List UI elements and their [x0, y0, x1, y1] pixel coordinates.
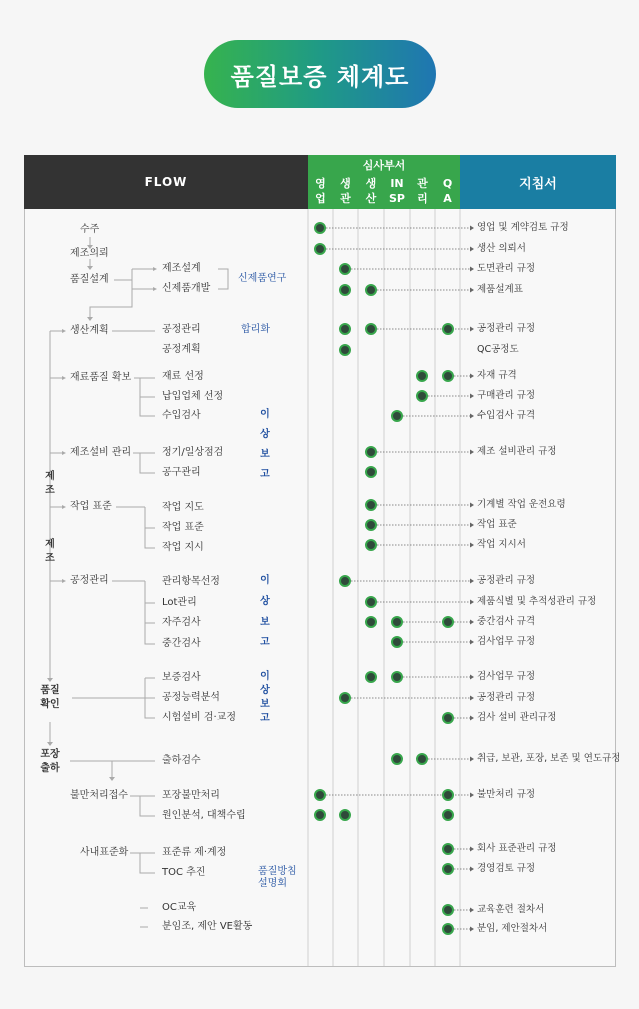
connector-arrow — [470, 908, 474, 913]
connector-arrow — [470, 757, 474, 762]
connector-arrow — [470, 600, 474, 605]
flow-confirm-item: 공정능력분석 — [162, 692, 220, 703]
responsibility-dot — [366, 447, 376, 457]
guide-item: 기계별 작업 운전요령 — [477, 499, 566, 510]
responsibility-dot — [366, 540, 376, 550]
connector-arrow — [470, 579, 474, 584]
connector-arrow — [470, 927, 474, 932]
flow-design: 품질설계 — [70, 274, 109, 285]
connector-arrow — [470, 620, 474, 625]
responsibility-dot — [392, 617, 402, 627]
connector-arrow — [470, 327, 474, 332]
responsibility-dot — [366, 520, 376, 530]
responsibility-dot — [443, 790, 453, 800]
connector-arrow — [470, 503, 474, 508]
responsibility-dot — [366, 467, 376, 477]
flow-ship-item: 출하검수 — [162, 755, 201, 766]
flow-process-item: 중간검사 — [162, 638, 201, 649]
report-label: 이 — [260, 575, 270, 586]
connector-arrow — [470, 847, 474, 852]
responsibility-dot — [366, 285, 376, 295]
flow-request: 제조의뢰 — [70, 248, 109, 259]
report-label: 고 — [260, 469, 270, 480]
flow-material-item: 수입검사 — [162, 410, 201, 421]
responsibility-dot — [443, 324, 453, 334]
flow-order: 수주 — [80, 224, 100, 235]
connector-arrow — [470, 374, 474, 379]
responsibility-dot — [392, 411, 402, 421]
responsibility-dot — [392, 754, 402, 764]
connector-arrow — [470, 675, 474, 680]
report-label: 고 — [260, 713, 270, 724]
connector-arrow — [470, 450, 474, 455]
connector-arrow — [470, 247, 474, 252]
flow-process-item: 관리항목선정 — [162, 576, 220, 587]
report-label: 이 — [260, 671, 270, 682]
flow-process-item: Lot관리 — [162, 597, 197, 608]
responsibility-dot — [340, 693, 350, 703]
flow-facility-item: 공구관리 — [162, 467, 201, 478]
connector-arrow — [470, 394, 474, 399]
guide-item: 회사 표준관리 규정 — [477, 843, 557, 854]
guide-item: 검사 설비 관리규정 — [477, 712, 557, 723]
guide-item: QC공정도 — [477, 344, 519, 355]
responsibility-dot — [417, 391, 427, 401]
responsibility-dot — [392, 637, 402, 647]
responsibility-dot — [417, 754, 427, 764]
flow-material: 재료품질 확보 — [70, 372, 132, 383]
col-prod-mgmt: 생 관 — [340, 177, 351, 205]
manufacture-label: 제 조 — [45, 471, 55, 496]
guide-item: 자재 규격 — [477, 370, 517, 381]
guide-item: 공정관리 규정 — [477, 692, 536, 703]
flow-new-product: 신제품연구 — [238, 273, 287, 284]
flow-confirm-item: 보증검사 — [162, 672, 201, 683]
report-label: 고 — [260, 637, 270, 648]
flow-material-item: 납입업체 선정 — [162, 391, 224, 402]
guide-item: 취급, 보관, 포장, 보존 및 연도규정 — [477, 753, 621, 764]
responsibility-dot — [443, 713, 453, 723]
flow-rational: 합리화 — [241, 324, 270, 335]
flow-facility-item: 정기/일상점검 — [162, 447, 224, 458]
flow-process-item: 자주검사 — [162, 617, 201, 628]
responsibility-dot — [366, 597, 376, 607]
guide-item: 구매관리 규정 — [477, 390, 536, 401]
guide-item: 분임, 제안절차서 — [477, 923, 548, 934]
responsibility-dot — [340, 576, 350, 586]
responsibility-dot — [315, 244, 325, 254]
col-qa: Q A — [442, 177, 453, 205]
guide-item: 수입검사 규격 — [477, 410, 536, 421]
responsibility-dot — [366, 617, 376, 627]
connector-arrow — [470, 414, 474, 419]
flow-edu-item: OC교육 — [162, 902, 197, 913]
responsibility-dot — [443, 864, 453, 874]
guide-item: 불만처리 규정 — [477, 789, 536, 800]
flow-policy: 품질방침 설명회 — [258, 866, 297, 889]
manufacture-label: 제 조 — [45, 539, 55, 564]
flow-work-item: 작업 지도 — [162, 502, 204, 513]
responsibility-dot — [315, 810, 325, 820]
connector-arrow — [470, 267, 474, 272]
flow-defect: 불만처리접수 — [70, 790, 128, 801]
flow-work-item: 작업 표준 — [162, 522, 204, 533]
report-label: 상 — [260, 429, 270, 440]
flow-edu-item: 분임조, 제안 VE활동 — [162, 921, 253, 932]
connector-arrow — [470, 226, 474, 231]
guide-item: 검사업무 규정 — [477, 636, 536, 647]
responsibility-dot — [366, 672, 376, 682]
guide-item: 작업 지시서 — [477, 539, 526, 550]
flow-header: FLOW — [24, 155, 308, 209]
guide-item: 공정관리 규정 — [477, 575, 536, 586]
col-admin: 관 리 — [417, 177, 428, 205]
flow-design-item: 신제품개발 — [162, 283, 211, 294]
guide-item: 경영검토 규정 — [477, 863, 536, 874]
flow-confirm-item: 시험설비 검·교정 — [162, 712, 236, 723]
report-label: 이 — [260, 409, 270, 420]
responsibility-dot — [443, 810, 453, 820]
responsibility-dot — [366, 324, 376, 334]
ship-label: 포장 출하 — [40, 749, 60, 774]
dept-header: 심사부서 — [362, 159, 406, 172]
connector-arrow — [470, 793, 474, 798]
page-title: 품질보증 체계도 — [204, 40, 436, 108]
guide-item: 제품식별 및 추적성관리 규정 — [477, 596, 597, 607]
report-label: 보 — [260, 699, 270, 710]
guide-header: 지침서 — [460, 155, 616, 209]
flow-material-item: 재료 선정 — [162, 371, 204, 382]
responsibility-dot — [366, 500, 376, 510]
flow-standard-item: TOC 추진 — [162, 867, 206, 878]
flow-standard: 사내표준화 — [80, 847, 129, 858]
flow-defect-item: 포장불만처리 — [162, 790, 220, 801]
responsibility-dot — [392, 672, 402, 682]
confirm-label: 품질 확인 — [40, 685, 60, 710]
guide-item: 제품설계표 — [477, 284, 523, 295]
responsibility-dot — [443, 617, 453, 627]
connector-arrow — [470, 867, 474, 872]
responsibility-dot — [340, 810, 350, 820]
responsibility-dot — [443, 371, 453, 381]
responsibility-dot — [315, 223, 325, 233]
flow-plan: 생산계획 — [70, 325, 109, 336]
guide-item: 교육훈련 절차서 — [477, 904, 545, 915]
flow-process: 공정관리 — [70, 575, 109, 586]
guide-item: 생산 의뢰서 — [477, 243, 526, 254]
flow-work-std: 작업 표준 — [70, 501, 112, 512]
guide-item: 작업 표준 — [477, 519, 517, 530]
guide-item: 공정관리 규정 — [477, 323, 536, 334]
guide-item: 영업 및 계약검토 규정 — [477, 222, 569, 233]
responsibility-dot — [443, 905, 453, 915]
guide-item: 제조 설비관리 규정 — [477, 446, 557, 457]
responsibility-dot — [340, 285, 350, 295]
responsibility-dot — [443, 844, 453, 854]
connector-arrow — [470, 696, 474, 701]
col-insp: IN SP — [389, 177, 405, 205]
guide-item: 도면관리 규정 — [477, 263, 536, 274]
report-label: 상 — [260, 685, 270, 696]
guide-item: 검사업무 규정 — [477, 671, 536, 682]
flow-work-item: 작업 지시 — [162, 542, 204, 553]
flow-facility: 제조설비 관리 — [70, 447, 132, 458]
connector-arrow — [470, 543, 474, 548]
flow-standard-item: 표준류 제·계정 — [162, 847, 227, 858]
responsibility-dot — [340, 345, 350, 355]
responsibility-dot — [417, 371, 427, 381]
report-label: 보 — [260, 449, 270, 460]
connector-arrow — [470, 288, 474, 293]
flow-design-item: 제조설계 — [162, 263, 201, 274]
responsibility-dot — [315, 790, 325, 800]
col-production: 생 산 — [365, 177, 377, 205]
connector-arrow — [470, 640, 474, 645]
connector-arrow — [470, 523, 474, 528]
flow-plan-item: 공정관리 — [162, 324, 201, 335]
responsibility-dot — [340, 264, 350, 274]
report-label: 보 — [260, 617, 270, 628]
responsibility-dot — [443, 924, 453, 934]
responsibility-dot — [340, 324, 350, 334]
flow-plan-item: 공정계획 — [162, 344, 201, 355]
col-sales: 영 업 — [315, 177, 326, 205]
connector-arrow — [470, 716, 474, 721]
report-label: 상 — [260, 596, 270, 607]
flow-defect-item: 원인분석, 대책수립 — [162, 810, 246, 821]
guide-item: 중간검사 규격 — [477, 616, 536, 627]
